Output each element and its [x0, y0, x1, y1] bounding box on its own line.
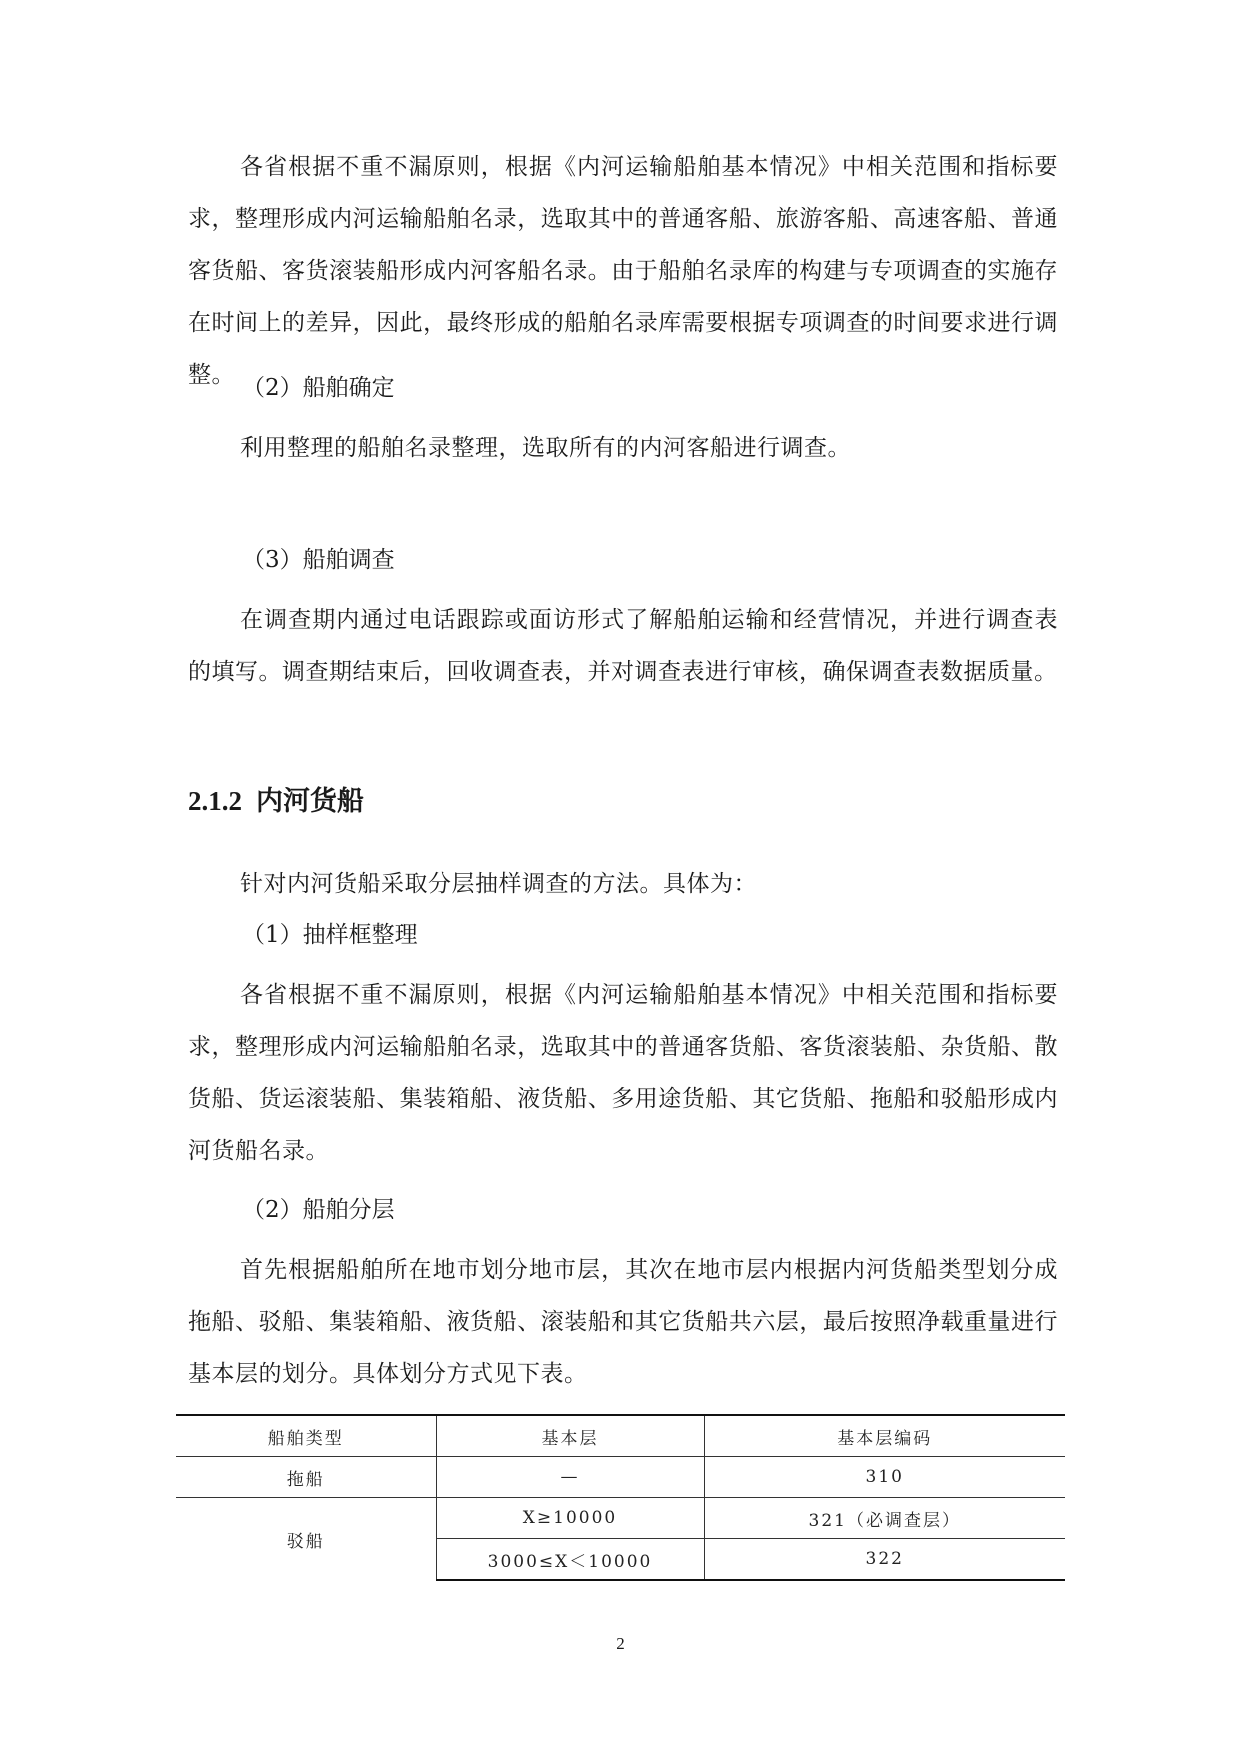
item-sampling-frame-label: （1）抽样框整理 [242, 922, 418, 948]
paragraph-stratification: 首先根据船舶所在地市划分地市层，其次在地市层内根据内河货船类型划分成拖船、驳船、集装箱船、液货船、滚装船和其它货船共六层，最后按照净载重量进行基本层的划分。具体划分方式见下表。 [188, 1257, 1058, 1387]
item-ship-survey-label: （3）船舶调查 [242, 547, 395, 573]
header-base-layer: 基本层 [436, 1415, 704, 1457]
paragraph-ship-survey: 在调查期内通过电话跟踪或面访形式了解船舶运输和经营情况，并进行调查表的填写。调查期结束后，回收调查表，并对调查表进行审核，确保调查表数据质量。 [188, 607, 1058, 685]
paragraph-ship-determination: 利用整理的船舶名录整理，选取所有的内河客船进行调查。 [240, 435, 851, 461]
cell-base-layer: 3000≤X＜10000 [436, 1539, 704, 1581]
cell-base-layer: — [436, 1457, 704, 1498]
table-row [176, 1498, 1065, 1539]
strata-table [176, 1414, 1065, 1581]
item-stratification-label: （2）船舶分层 [242, 1197, 395, 1223]
cell-ship-type: 驳船 [176, 1498, 436, 1581]
page-number: 2 [616, 1634, 625, 1653]
header-layer-code: 基本层编码 [704, 1415, 1065, 1457]
cell-layer-code: 310 [704, 1457, 1065, 1498]
table-header-row [176, 1415, 1065, 1457]
cell-base-layer: X≥10000 [436, 1498, 704, 1539]
header-ship-type: 船舶类型 [176, 1415, 436, 1457]
item-ship-determination-label: （2）船舶确定 [242, 375, 395, 401]
paragraph-cargo-roster: 各省根据不重不漏原则，根据《内河运输船舶基本情况》中相关范围和指标要求，整理形成内河运输船舶名录，选取其中的普通客货船、客货滚装船、杂货船、散货船、货运滚装船、集装箱船、液货船、多用途货船、其它货船、拖船和驳船形成内河货船名录。 [188, 982, 1058, 1164]
section-title: 内河货船 [256, 786, 364, 817]
table-row [176, 1457, 1065, 1498]
paragraph-passenger-roster: 各省根据不重不漏原则，根据《内河运输船舶基本情况》中相关范围和指标要求，整理形成内河运输船舶名录，选取其中的普通客船、旅游客船、高速客船、普通客货船、客货滚装船形成内河客船名录。由于船舶名录库的构建与专项调查的实施存在时间上的差异，因此，最终形成的船舶名录库需要根据专项调查的时间要求进行调整。 [188, 154, 1058, 388]
paragraph-cargo-method: 针对内河货船采取分层抽样调查的方法。具体为： [240, 871, 757, 897]
cell-ship-type: 拖船 [176, 1457, 436, 1498]
section-number: 2.1.2 [188, 786, 242, 816]
section-heading [188, 781, 364, 822]
cell-layer-code: 321（必调查层） [704, 1498, 1065, 1539]
cell-layer-code: 322 [704, 1539, 1065, 1581]
